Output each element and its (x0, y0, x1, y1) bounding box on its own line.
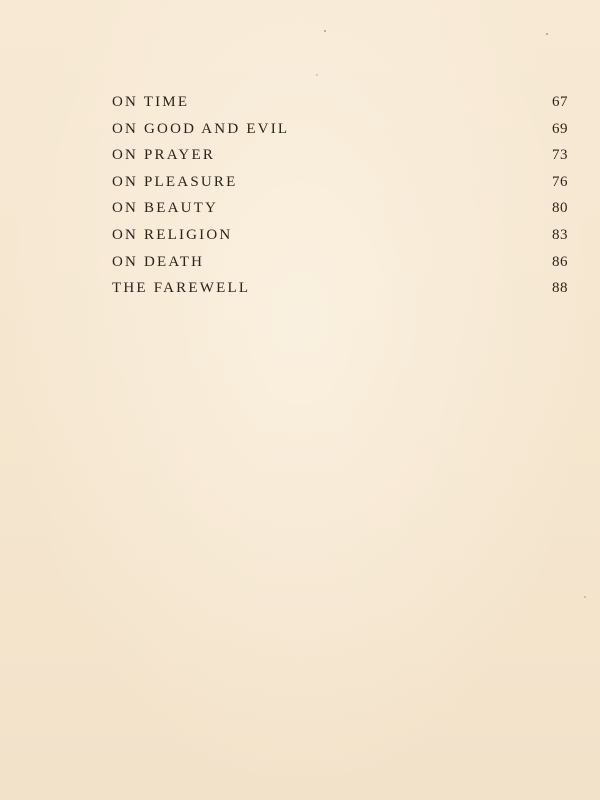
toc-entry-title: THE FAREWELL (112, 280, 251, 297)
paper-speck (316, 74, 318, 76)
paper-speck (546, 33, 548, 35)
toc-entry (112, 147, 568, 174)
toc-entry-title: ON PRAYER (112, 147, 216, 164)
toc-entry-title: ON GOOD AND EVIL (112, 120, 290, 137)
toc-entry-page-number: 69 (552, 120, 568, 137)
toc-entry (112, 200, 568, 227)
toc-entry-page-number: 88 (552, 280, 568, 297)
toc-entry (112, 254, 568, 281)
toc-entry-page-number: 80 (552, 200, 568, 217)
toc-entry (112, 280, 568, 307)
toc-entry-page-number: 83 (552, 226, 568, 243)
table-of-contents (112, 94, 568, 307)
toc-entry-title: ON TIME (112, 94, 190, 110)
toc-entry (112, 174, 568, 201)
toc-entry-title: ON RELIGION (112, 226, 233, 243)
toc-entry-page-number: 76 (552, 173, 568, 190)
toc-entry-page-number: 73 (552, 147, 568, 164)
toc-entry (112, 121, 568, 148)
toc-entry-title: ON PLEASURE (112, 173, 238, 190)
toc-entry-page-number: 67 (552, 94, 568, 110)
toc-entry-title: ON DEATH (112, 253, 205, 270)
toc-entry (112, 227, 568, 254)
toc-entry-page-number: 86 (552, 253, 568, 270)
paper-speck (584, 596, 586, 598)
paper-speck (324, 30, 326, 32)
toc-entry-title: ON BEAUTY (112, 200, 219, 217)
toc-entry (112, 94, 568, 121)
